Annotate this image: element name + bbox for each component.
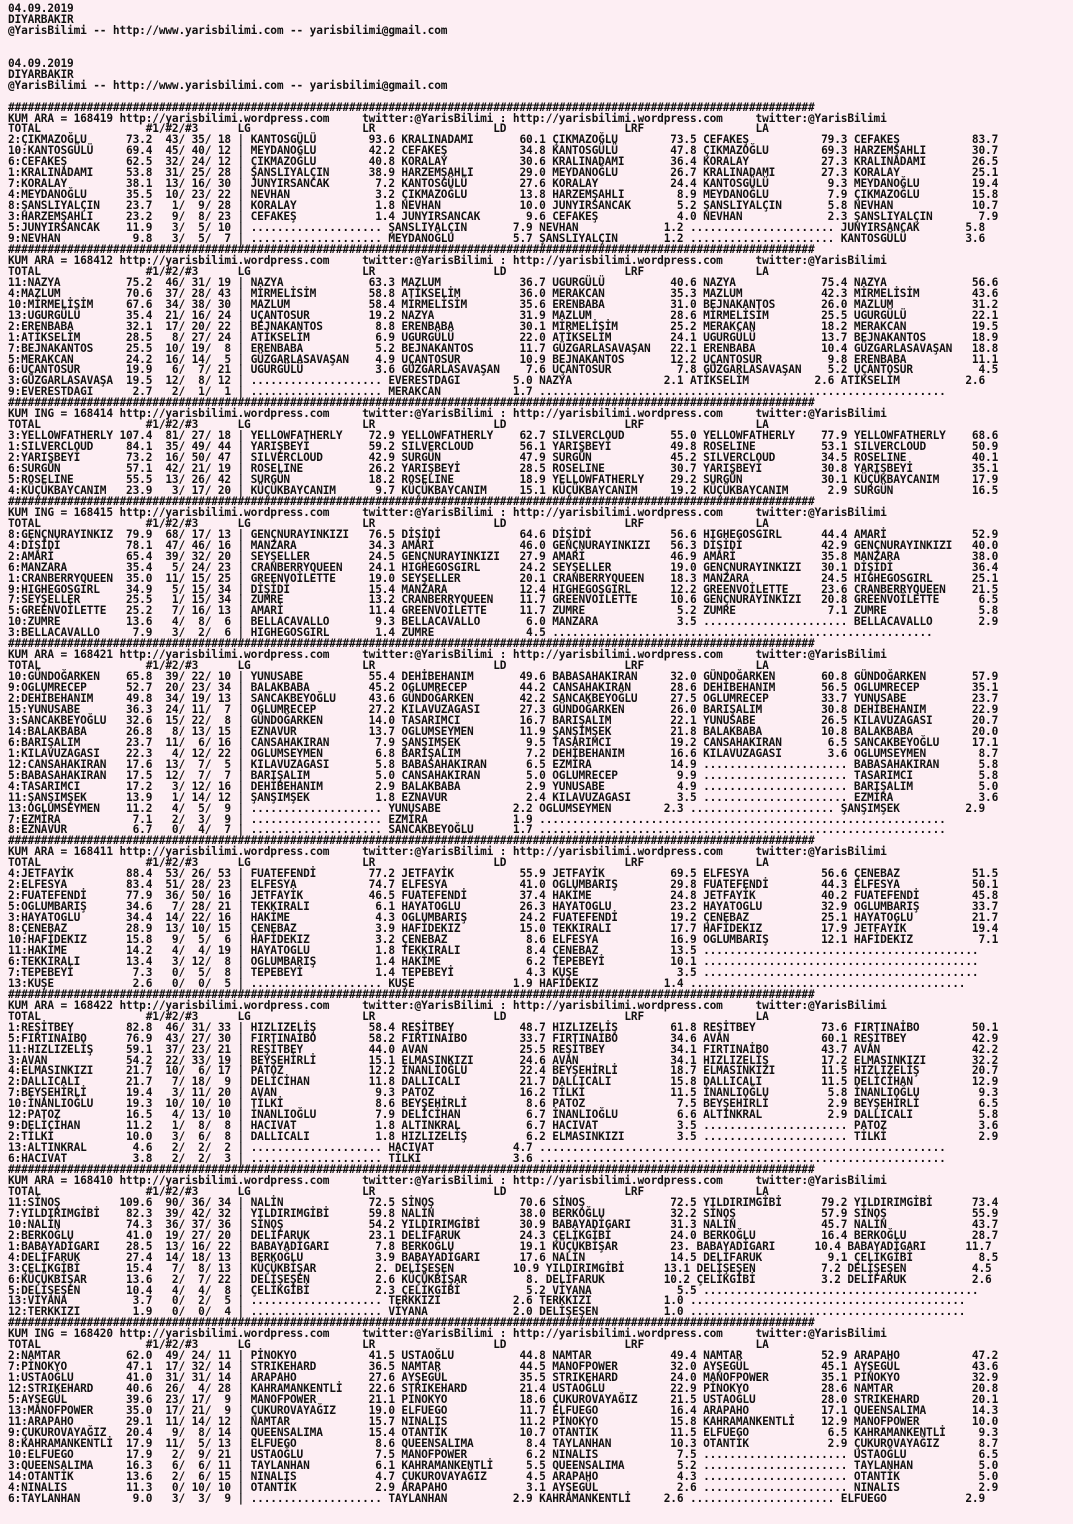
horse-row: 11:HAKİME 14.2 4/ 4/ 19 | HAYATOGLU 1.8 TEKKIRALI 8.4 ÇENEBAZ 13.5 .......................................... bbox=[8, 943, 979, 957]
horse-row: 8:ŞANSLIYALÇIN 23.7 1/ 9/ 28 | KORALAY 1.8 NEVHAN 10.0 JUNYIRSANCAK 5.2 ŞANSLIYALÇIN 5.8 NEVHAN 10.7 bbox=[8, 199, 999, 213]
horse-row: 3:BELLACAVALLO 7.9 3/ 2/ 6 | HIGHEGOSGIRL 1.4 ZUMRE 4.5 .......................................................... bbox=[8, 626, 933, 640]
horse-row: 2:YARIŞBEYİ 73.2 16/ 50/ 47 | SILVERCLOUD 42.9 SURGÜN 47.9 SURGÜN 45.2 SILVERCLOUD 34.5 ROSELINE 40.1 bbox=[8, 451, 999, 465]
horse-row: 13:MANOFPOWER 35.0 17/ 21/ 9 | ÇUKUROVAYAĞIZ 19.0 ELFUEGO 11.7 ELFUEGO 16.4 ARAPAHO 17.1 QUEENSALIMA 14.3 bbox=[8, 1404, 999, 1417]
horse-row: 6:MANZARA 35.4 5/ 24/ 23 | CRANBERRYQUEEN 24.1 HIGHEGOSGIRL 24.2 SEYŞELLER 19.0 GENÇNURAYINKIZI 30.1 DİŞİDİ 36.4 bbox=[8, 560, 999, 574]
horse-row: 5:DELİŞEŞEN 10.4 4/ 4/ 8 | ÇELİKGİBİ 2.3 ÇELİKGİBİ 5.2 VİYANA 5.5 .......................................... bbox=[8, 1283, 979, 1297]
horse-row: 2:ÇIKMAZOĞLU 73.2 43/ 35/ 18 | KANTOSGÜLÜ 93.6 KRALINADAMI 60.1 ÇIKMAZOĞLU 73.5 CEFAKEŞ 79.3 CEFAKEŞ 83.7 bbox=[8, 133, 999, 147]
horse-row: 7:PİNOKYO 47.1 17/ 32/ 14 | STRIKEHARD 36.5 NAMTAR 44.5 MANOFPOWER 32.0 AYŞEGÜL 45.1 AYŞEGÜL 43.6 bbox=[8, 1360, 999, 1374]
horse-row: 10:MİRMELİSİM 67.6 34/ 38/ 30 | MAZLUM 58.4 MİRMELİSİM 35.6 ERENBABA 31.0 BEJNAKANTOS 26.0 MAZLUM 31.2 bbox=[8, 297, 999, 311]
horse-row: 10:ELFUEGO 17.9 2/ 9/ 21 | USTAOĞLU 7.5 MANOFPOWER 6.2 NINALIS 7.5 ...................... USTAOĞLU 6.5 bbox=[8, 1447, 999, 1461]
horse-row: 6:BARIŞALIM 23.7 11/ 6/ 16 | CANSAHAKIRAN 7.9 ŞANŞIMŞEK 9.5 TASARIMCI 19.2 CANSAHAKIRAN 6.5 SANCAKBEYOĞLU 17.1 bbox=[8, 735, 999, 749]
horse-row: 2:AMARİ 65.4 39/ 32/ 20 | SEYŞELLER 24.5 GENÇNURAYINKIZI 27.9 AMARİ 46.9 AMARİ 35.8 MANZARA 38.0 bbox=[8, 549, 999, 563]
horse-row: 5:GREENVOİLETTE 25.2 7/ 16/ 13 | AMARİ 11.4 GREENVOİLETTE 11.7 ZUMRE 5.2 ZUMRE 7.1 ZUMRE 5.8 bbox=[8, 604, 999, 618]
horse-row: 10:KANTOSGÜLÜ 69.4 45/ 40/ 12 | MEYDANOĞLU 42.2 CEFAKEŞ 34.8 KANTOSGÜLÜ 47.8 ÇIKMAZOĞLU 69.3 HARZEMŞAHLI 30.7 bbox=[8, 144, 999, 158]
horse-row: 11:ŞANŞIMŞEK 13.9 1/ 14/ 12 | ŞANŞIMŞEK 1.8 EZNAVUR 2.4 KILAVUZAGASI 3.5 ...................... EZMİRA 3.6 bbox=[8, 790, 999, 804]
horse-row: 6:HACIVAT 3.8 2/ 2/ 3 | .................... TİLKİ 3.6 .............................................................. bbox=[8, 1152, 946, 1166]
horse-row: 14:OTANTİK 13.6 2/ 6/ 15 | NINALIS 4.7 ÇUKUROVAYAĞIZ 4.5 ARAPAHO 4.3 ...................... OTANTİK 5.0 bbox=[8, 1469, 999, 1483]
horse-row: 13:VİYANA 3.7 0/ 2/ 5 | .................... TERKKIZI 2.6 TERKKIZI 1.0 .......................................... bbox=[8, 1294, 966, 1308]
horse-row: 7:TEPEBEYİ 7.3 0/ 5/ 8 | TEPEBEYİ 1.4 TEPEBEYİ 4.3 KUŞE 3.5 .......................................... bbox=[8, 965, 979, 979]
horse-row: 3:QUEENSALIMA 16.3 6/ 6/ 11 | TAYLANHAN 6.1 KAHRAMANKENTLİ 5.5 QUEENSALIMA 5.2 ...................... TAYLANHAN 5.0 bbox=[8, 1458, 999, 1472]
horse-row: 4:MAZLUM 70.6 37/ 28/ 43 | MİRMELİSİM 58.8 ATİKSELİM 36.0 MERAKCAN 35.3 MAZLUM 42.3 MİRMELİSİM 43.6 bbox=[8, 286, 999, 300]
horse-row: 4:NINALIS 11.3 0/ 10/ 10 | OTANTİK 2.9 ARAPAHO 3.1 AYŞEGÜL 2.6 ...................... NINALIS 2.9 bbox=[8, 1480, 999, 1494]
horse-row: 9:NEVHAN 9.8 3/ 5/ 7 | .................... MEYDANOĞLU 5.7 ŞANSLIYALÇIN 1.2 ...................... KANTOSGÜLÜ 3.6 bbox=[8, 232, 986, 246]
horse-row: 5:FIRTINAİBO 76.9 43/ 27/ 30 | FIRTINAİBO 58.2 FIRTINAİBO 33.7 FIRTINAİBO 34.6 AVAN 60.1 REŞİTBEY 42.9 bbox=[8, 1031, 999, 1045]
horse-row: 5:AYŞEGÜL 39.6 23/ 17/ 9 | MANOFPOWER 21.1 PİNOKYO 18.6 ÇUKUROVAYAĞIZ 21.5 USTAOĞLU 28.0 STRIKEHARD 20.1 bbox=[8, 1393, 999, 1407]
section-separator: ########################################################################################################################### bbox=[8, 637, 815, 651]
horse-row: 13:OGLUMSEYMEN 11.2 4/ 5/ 9 | .................... YUNUSABE 2.2 OGLUMSEYMEN 2.3 ...................... ŞANŞIMŞEK 2.9 bbox=[8, 801, 986, 815]
horse-row: 3:YELLOWFATHERLY 107.4 81/ 27/ 18 | YELLOWFATHERLY 72.9 YELLOWFATHERLY 62.7 SILVERCLOUD 55.0 YELLOWFATHERLY 77.9 YELLOWFATHERLY 68.6 bbox=[8, 429, 999, 443]
column-header: TOTAL #1/#2/#3 LG LR LD LRF LA bbox=[8, 516, 769, 530]
column-header: TOTAL #1/#2/#3 LG LR LD LRF LA bbox=[8, 659, 769, 673]
section-separator: ########################################################################################################################### bbox=[8, 242, 815, 256]
horse-row: 7:YILDIRIMGİBİ 82.3 39/ 42/ 32 | YILDIRIMGİBİ 59.8 NALİN 38.0 BERKOĞLU 32.2 SİNOŞ 57.9 SİNOŞ 55.9 bbox=[8, 1206, 999, 1220]
horse-row: 13:ALTINKRAL 4.6 2/ 2/ 2 | .................... HACIVAT 4.7 .............................................................. bbox=[8, 1141, 946, 1155]
horse-row: 2:BERKOĞLU 41.0 19/ 27/ 20 | DELİFARUK 23.1 DELİFARUK 24.3 ÇELİKGİBİ 24.0 BERKOĞLU 16.4 BERKOĞLU 28.7 bbox=[8, 1228, 999, 1242]
section-separator: ########################################################################################################################### bbox=[8, 987, 815, 1001]
horse-row: 14:BALAKBABA 26.8 8/ 13/ 15 | EZNAVUR 13.7 OGLUMSEYMEN 11.9 ŞANŞIMŞEK 21.8 BALAKBABA 10.8 BALAKBABA 20.0 bbox=[8, 724, 999, 738]
horse-row: 3:SANCAKBEYOĞLU 32.6 15/ 22/ 8 | GÜNDOĞARKEN 14.0 TASARIMCI 16.7 BARIŞALIM 22.1 YUNUSABE 26.5 KILAVUZAGASI 20.7 bbox=[8, 713, 999, 727]
horse-row: 12:CANSAHAKIRAN 17.6 13/ 7/ 5 | KILAVUZAGASI 5.8 BABASAHAKIRAN 6.5 EZMİRA 14.9 ...................... BABASAHAKIRAN 5.8 bbox=[8, 757, 999, 771]
horse-row: 2:ELFESYA 83.4 51/ 28/ 23 | ELFESYA 74.7 ELFESYA 41.0 OGLUMBARIŞ 29.8 FUATEFENDİ 44.3 ELFESYA 50.1 bbox=[8, 878, 999, 892]
horse-row: 1:KRALINADAMI 53.8 31/ 25/ 28 | ŞANSLIYALÇIN 38.9 HARZEMŞAHLI 29.0 MEYDANOĞLU 26.7 KRALINADAMI 27.3 KORALAY 25.1 bbox=[8, 166, 999, 180]
horse-row: 7:BEJNAKANTOS 25.5 10/ 19/ 8 | ERENBABA 5.2 BEJNAKANTOS 11.7 GÜZGARLASAVAŞAN 22.1 ERENBABA 10.4 GÜZGARLASAVAŞAN 18.8 bbox=[8, 341, 999, 355]
horse-row: 1:REŞİTBEY 82.8 46/ 31/ 33 | HIZLIZELİŞ 58.4 REŞİTBEY 48.7 HIZLIZELİŞ 61.8 REŞİTBEY 73.6 FIRTINAİBO 50.1 bbox=[8, 1020, 999, 1034]
horse-row: 9:ÇUKUROVAYAĞIZ 20.4 9/ 8/ 14 | QUEENSALIMA 15.4 OTANTİK 10.7 OTANTİK 11.5 ELFUEGO 6.5 KAHRAMANKENTLİ 9.3 bbox=[8, 1425, 999, 1439]
horse-row: 5:JUNYIRSANCAK 11.9 3/ 5/ 10 | .................... ŞANSLIYALÇIN 7.9 NEVHAN 1.2 ...................... JUNYIRSANCAK 5.8 bbox=[8, 221, 986, 235]
horse-row: 3:HAYATOGLU 34.4 14/ 22/ 16 | HAKİME 4.3 OGLUMBARIŞ 24.2 FUATEFENDİ 19.2 ÇENEBAZ 25.1 HAYATOGLU 21.7 bbox=[8, 911, 999, 925]
horse-row: 11:HIZLIZELİŞ 59.1 37/ 23/ 21 | REŞİTBEY 44.0 AVAN 25.5 REŞİTBEY 34.1 FIRTINAİBO 43.7 AVAN 42.2 bbox=[8, 1042, 999, 1056]
race-header: KUM ARA = 168421 http://yarisbilimi.wordpress.com twitter:@YarisBilimi : http://yarisbilimi.wordpress.com twitter:@YarisBilimi bbox=[8, 648, 887, 662]
horse-row: 13:UGURGÜLÜ 35.4 21/ 16/ 24 | UÇANTOSUR 19.2 NAZYA 31.9 MAZLUM 28.6 MİRMELİSİM 25.5 UGURGÜLÜ 22.1 bbox=[8, 308, 999, 322]
text-line: @YarisBilimi -- http://www.yarisbilimi.com -- yarisbilimi@gmail.com bbox=[8, 23, 448, 37]
horse-row: 8:KAHRAMANKENTLİ 17.9 11/ 5/ 13 | ELFUEGO 8.6 QUEENSALIMA 8.4 TAYLANHAN 10.3 OTANTİK 2.9 ÇUKUROVAYAĞIZ 8.7 bbox=[8, 1436, 999, 1450]
horse-row: 4:MEYDANOĞLU 35.5 10/ 23/ 22 | NEVHAN 3.2 ÇIKMAZOĞLU 13.8 HARZEMŞAHLI 8.9 MEYDANOĞLU 7.9 ÇIKMAZOĞLU 15.8 bbox=[8, 188, 999, 202]
horse-row: 9:DELİCİHAN 11.2 1/ 8/ 8 | HACIVAT 1.8 ALTINKRAL 6.7 HACIVAT 3.5 ...................... PATOZ 3.6 bbox=[8, 1119, 999, 1133]
horse-row: 3:ÇELİKGİBİ 15.4 7/ 8/ 13 | KÜÇÜKBİŞAR 2. DELİŞEŞEN 10.9 YILDIRIMGİBİ 13.1 DELİŞEŞEN 7.2 DELİŞEŞEN 4.5 bbox=[8, 1261, 992, 1275]
horse-row: 4:TASARIMCI 17.2 3/ 12/ 16 | DEHİBEHANIM 2.9 BALAKBABA 2.9 YUNUSABE 4.9 ...................... BARIŞALIM 5.0 bbox=[8, 779, 999, 793]
horse-row: 6:UÇANTOSUR 19.9 6/ 7/ 21 | UGURGÜLÜ 3.6 GÜZGARLASAVAŞAN 7.6 UÇANTOSUR 7.8 GÜZGARLASAVAŞAN 5.2 UÇANTOSUR 4.5 bbox=[8, 363, 999, 377]
horse-row: 8:EZNAVUR 6.7 0/ 4/ 7 | .................... SANCAKBEYOĞLU 1.7 .............................................................. bbox=[8, 823, 946, 837]
column-header: TOTAL #1/#2/#3 LG LR LD LRF LA bbox=[8, 1009, 769, 1023]
horse-row: 5:MERAKCAN 24.2 16/ 14/ 5 | GÜZGARLASAVAŞAN 4.9 UÇANTOSUR 10.9 BEJNAKANTOS 12.2 UÇANTOSUR 9.8 ERENBABA 11.1 bbox=[8, 352, 999, 366]
horse-row: 15:YUNUSABE 36.3 24/ 11/ 7 | OGLUMRECEP 27.2 KILAVUZAGASI 27.3 GÜNDOĞARKEN 26.0 BARIŞALIM 30.8 DEHİBEHANIM 22.9 bbox=[8, 703, 999, 716]
horse-row: 11:SİNOŞ 109.6 90/ 36/ 34 | NALİN 72.5 SİNOŞ 70.6 SİNOŞ 72.5 YILDIRIMGİBİ 79.2 YILDIRIMGİBİ 73.4 bbox=[8, 1195, 999, 1209]
section-separator: ########################################################################################################################### bbox=[8, 1316, 815, 1330]
horse-row: 4:KÜÇÜKBAYCANIM 23.9 3/ 17/ 20 | KÜÇÜKBAYCANIM 9.7 KÜÇÜKBAYCANIM 15.1 KÜÇÜKBAYCANIM 19.2 KÜÇÜKBAYCANIM 2.9 SURGÜN 16.5 bbox=[8, 483, 999, 497]
horse-row: 7:KORALAY 38.1 13/ 16/ 30 | JUNYIRSANCAK 7.2 KANTOSGÜLÜ 27.6 KORALAY 24.4 KANTOSGÜLÜ 9.3 MEYDANOĞLU 19.4 bbox=[8, 177, 999, 191]
horse-row: 13:KUŞE 2.6 0/ 0/ 5 | .................... KUŞE 1.9 HAFİDEKIZ 1.4 .......................................... bbox=[8, 976, 966, 990]
horse-row: 2:ERENBABA 32.1 17/ 20/ 22 | BEJNAKANTOS 8.8 ERENBABA 30.1 MİRMELİSİM 25.2 MERAKCAN 18.2 MERAKCAN 19.5 bbox=[8, 319, 999, 333]
column-header: TOTAL #1/#2/#3 LG LR LD LRF LA bbox=[8, 1184, 769, 1198]
horse-row: 8:ÇENEBAZ 28.9 13/ 10/ 15 | ÇENEBAZ 3.9 HAFİDEKIZ 15.0 TEKKIRALI 17.7 HAFİDEKIZ 17.9 JETFAYİK 19.4 bbox=[8, 922, 999, 936]
horse-row: 7:BEYŞEHİRLİ 19.4 3/ 11/ 20 | AVAN 9.3 PATOZ 16.2 TİLKİ 11.5 İNANLIOĞLU 5.8 İNANLIOĞLU 9.3 bbox=[8, 1086, 999, 1100]
horse-row: 1:SILVERCLOUD 84.1 35/ 49/ 44 | YARIŞBEYİ 59.2 SILVERCLOUD 56.1 YARIŞBEYİ 49.8 ROSELINE 53.1 SILVERCLOUD 50.9 bbox=[8, 440, 999, 454]
horse-row: 6:KÜÇÜKBİŞAR 13.6 2/ 7/ 22 | DELİŞEŞEN 2.6 KÜÇÜKBİŞAR 8. DELİFARUK 10.2 ÇELİKGİBİ 3.2 DELİFARUK 2.6 bbox=[8, 1272, 992, 1286]
section-separator: ########################################################################################################################### bbox=[8, 100, 815, 114]
race-header: KUM ARA = 168419 http://yarisbilimi.wordpress.com twitter:@YarisBilimi : http://yarisbilimi.wordpress.com twitter:@YarisBilimi bbox=[8, 111, 887, 125]
horse-row: 9:OGLUMRECEP 52.7 20/ 23/ 34 | BALAKBABA 45.2 OGLUMRECEP 44.2 CANSAHAKIRAN 28.6 DEHİBEHANIM 56.5 OGLUMRECEP 35.1 bbox=[8, 681, 999, 695]
horse-row: 10:GÜNDOĞARKEN 65.8 39/ 22/ 10 | YUNUSABE 55.4 DEHİBEHANIM 49.6 BABASAHAKIRAN 32.0 GÜNDOĞARKEN 60.8 GÜNDOĞARKEN 57.9 bbox=[8, 670, 999, 684]
horse-row: 7:EZMİRA 7.1 2/ 3/ 9 | .................... EZMİRA 1.9 .............................................................. bbox=[8, 812, 946, 826]
horse-row: 6:CEFAKEŞ 62.5 32/ 24/ 12 | ÇIKMAZOĞLU 40.8 KORALAY 30.6 KRALINADAMI 36.4 KORALAY 27.3 KRALINADAMI 26.5 bbox=[8, 155, 999, 169]
horse-row: 5:OGLUMBARIŞ 34.6 7/ 28/ 21 | TEKKIRALI 6.1 HAYATOGLU 26.3 HAYATOGLU 23.2 HAYATOGLU 32.9 OGLUMBARIŞ 33.7 bbox=[8, 900, 999, 914]
race-header: KUM ARA = 168411 http://yarisbilimi.wordpress.com twitter:@YarisBilimi : http://yarisbilimi.wordpress.com twitter:@YarisBilimi bbox=[8, 845, 887, 859]
horse-row: 1:CRANBERRYQUEEN 35.0 11/ 15/ 25 | GREENVOİLETTE 19.0 SEYŞELLER 20.1 CRANBERRYQUEEN 18.3 MANZARA 24.5 HIGHEGOSGIRL 25.1 bbox=[8, 571, 999, 585]
column-header: TOTAL #1/#2/#3 LG LR LD LRF LA bbox=[8, 1338, 769, 1352]
horse-row: 4:ELMASINKIZI 21.7 10/ 6/ 17 | PATOZ 12.2 İNANLIOĞLU 22.4 BEYŞEHİRLİ 18.7 ELMASINKIZI 11.5 HIZLIZELİŞ 20.7 bbox=[8, 1064, 999, 1078]
horse-row: 8:GENÇNURAYINKIZ 79.9 68/ 17/ 13 | GENÇNURAYINKIZI 76.5 DİŞİDİ 64.6 DİŞİDİ 56.6 HIGHEGOSGIRL 44.4 AMARİ 52.9 bbox=[8, 527, 999, 541]
horse-row: 4:JETFAYİK 88.4 53/ 26/ 53 | FUATEFENDİ 77.2 JETFAYİK 55.9 JETFAYİK 69.5 ELFESYA 56.6 ÇENEBAZ 51.5 bbox=[8, 867, 999, 881]
race-header: KUM ING = 168420 http://yarisbilimi.wordpress.com twitter:@YarisBilimi : http://yarisbilimi.wordpress.com twitter:@YarisBilimi bbox=[8, 1327, 887, 1341]
text-line: DIYARBAKIR bbox=[8, 12, 74, 26]
horse-row: 6:TEKKIRALI 13.4 3/ 12/ 8 | OGLUMBARIŞ 1.4 HAKİME 6.2 TEPEBEYİ 10.1 .......................................... bbox=[8, 954, 979, 968]
race-header: KUM ING = 168414 http://yarisbilimi.wordpress.com twitter:@YarisBilimi : http://yarisbilimi.wordpress.com twitter:@YarisBilimi bbox=[8, 407, 887, 421]
horse-row: 1:BABAYADİGARI 28.5 13/ 16/ 22 | BABAYADİGARI 7.8 BERKOĞLU 19.1 KÜÇÜKBİŞAR 23. BABAYADİGARI 10.4 BABAYADİGARI 11.7 bbox=[8, 1239, 992, 1253]
horse-row: 12:TERKKIZI 1.9 0/ 0/ 4 | .................... VİYANA 2.0 DELİŞEŞEN 1.0 .......................................... bbox=[8, 1305, 966, 1319]
horse-row: 10:ZUMRE 13.6 4/ 8/ 6 | BELLACAVALLO 9.3 BELLACAVALLO 6.0 MANZARA 3.5 ...................... BELLACAVALLO 2.9 bbox=[8, 615, 999, 629]
section-separator: ########################################################################################################################### bbox=[8, 494, 815, 508]
section-separator: ########################################################################################################################### bbox=[8, 396, 815, 410]
horse-row: 12:STRIKEHARD 40.6 26/ 4/ 28 | KAHRAMANKENTLİ 22.6 STRIKEHARD 21.4 USTAOĞLU 22.9 PİNOKYO 28.6 NAMTAR 20.8 bbox=[8, 1382, 999, 1396]
horse-row: 2:DEHİBEHANIM 49.8 34/ 19/ 13 | SANCAKBEYOĞLU 43.6 GÜNDOĞARKEN 42.2 SANCAKBEYOĞLU 27.5 OGLUMRECEP 33.7 YUNUSABE 23.7 bbox=[8, 692, 999, 706]
text-line bbox=[8, 37, 998, 48]
horse-row: 11:ARAPAHO 29.1 11/ 14/ 12 | NAMTAR 15.7 NINALIS 11.2 PİNOKYO 15.8 KAHRAMANKENTLİ 12.9 MANOFPOWER 10.0 bbox=[8, 1414, 999, 1428]
column-header: TOTAL #1/#2/#3 LG LR LD LRF LA bbox=[8, 418, 769, 432]
horse-row: 4:DELİFARUK 27.4 14/ 18/ 13 | BERKOĞLU 3.9 BABAYADİGARI 17.6 NALİN 14.5 DELİFARUK 9.1 ÇELİKGİBİ 8.5 bbox=[8, 1250, 999, 1264]
horse-row: 1:KILAVUZAGASI 22.3 4/ 12/ 22 | OGLUMSEYMEN 6.8 BARIŞALIM 7.2 DEHİBEHANIM 16.6 KILAVUZAGASI 3.6 OGLUMSEYMEN 8.7 bbox=[8, 746, 999, 760]
section-separator: ########################################################################################################################### bbox=[8, 1163, 815, 1177]
horse-row: 10:NALİN 74.3 36/ 37/ 36 | SİNOŞ 54.2 YILDIRIMGİBİ 30.9 BABAYADİGARI 31.3 NALİN 45.7 NALİN 43.7 bbox=[8, 1217, 999, 1231]
race-header: KUM ARA = 168422 http://yarisbilimi.wordpress.com twitter:@YarisBilimi : http://yarisbilimi.wordpress.com twitter:@YarisBilimi bbox=[8, 998, 887, 1012]
horse-row: 12:PATOZ 16.5 4/ 13/ 10 | İNANLIOĞLU 7.9 DELİCİHAN 6.7 İNANLIOĞLU 6.6 ALTINKRAL 2.9 DALLICALI 5.8 bbox=[8, 1108, 999, 1122]
horse-row: 5:ROSELINE 55.5 13/ 26/ 42 | SURGÜN 18.2 ROSELINE 18.9 YELLOWFATHERLY 29.2 SURGÜN 30.1 KÜÇÜKBAYCANIM 17.9 bbox=[8, 472, 999, 486]
horse-row: 2:FUATEFENDİ 77.9 36/ 50/ 16 | JETFAYİK 46.5 FUATEFENDİ 37.4 HAKİME 24.8 JETFAYİK 40.2 FUATEFENDİ 45.8 bbox=[8, 889, 999, 903]
text-line: DIYARBAKIR bbox=[8, 67, 74, 81]
horse-row: 7:SEYŞELLER 25.5 1/ 15/ 34 | ZUMRE 13.2 CRANBERRYQUEEN 11.7 GREENVOİLETTE 10.6 GENÇNURAYINKIZI 20.8 GREENVOİLETTE 6.5 bbox=[8, 593, 999, 607]
horse-row: 2:DALLICALI 21.7 7/ 18/ 9 | DELİCİHAN 11.8 DALLICALI 21.7 DALLICALI 15.8 DALLICALI 11.5 DELİCİHAN 12.9 bbox=[8, 1075, 999, 1089]
race-header: KUM ING = 168415 http://yarisbilimi.wordpress.com twitter:@YarisBilimi : http://yarisbilimi.wordpress.com twitter:@YarisBilimi bbox=[8, 505, 887, 519]
race-header: KUM ARA = 168412 http://yarisbilimi.wordpress.com twitter:@YarisBilimi : http://yarisbilimi.wordpress.com twitter:@YarisBilimi bbox=[8, 253, 887, 267]
column-header: TOTAL #1/#2/#3 LG LR LD LRF LA bbox=[8, 856, 769, 870]
race-report-text bbox=[8, 4, 998, 1505]
text-line: 04.09.2019 bbox=[8, 56, 74, 70]
horse-row: 6:TAYLANHAN 9.0 3/ 3/ 9 | .................... TAYLANHAN 2.9 KAHRAMANKENTLİ 2.6 ...................... ELFUEGO 2.9 bbox=[8, 1491, 986, 1505]
horse-row: 2:NAMTAR 62.0 49/ 24/ 11 | PİNOKYO 41.5 USTAOĞLU 44.8 NAMTAR 49.4 NAMTAR 52.9 ARAPAHO 47.2 bbox=[8, 1349, 999, 1363]
section-separator: ########################################################################################################################### bbox=[8, 834, 815, 848]
race-header: KUM ARA = 168410 http://yarisbilimi.wordpress.com twitter:@YarisBilimi : http://yarisbilimi.wordpress.com twitter:@YarisBilimi bbox=[8, 1173, 887, 1187]
horse-row: 10:İNANLIOĞLU 19.3 10/ 10/ 10 | TİLKİ 8.6 BEYŞEHİRLİ 8.6 PATOZ 7.5 BEYŞEHİRLİ 2.9 BEYŞEHİRLİ 6.5 bbox=[8, 1097, 999, 1111]
horse-row: 3:HARZEMŞAHLI 23.2 9/ 8/ 23 | CEFAKEŞ 1.4 JUNYIRSANCAK 9.6 CEFAKEŞ 4.0 NEVHAN 2.3 ŞANSLIYALÇIN 7.9 bbox=[8, 210, 999, 224]
column-header: TOTAL #1/#2/#3 LG LR LD LRF LA bbox=[8, 122, 769, 136]
horse-row: 4:DİŞİDİ 78.1 47/ 46/ 16 | MANZARA 34.3 AMARİ 46.0 GENÇNURAYINKIZI 56.3 DİŞİDİ 42.9 GENÇNURAYINKIZI 40.0 bbox=[8, 538, 999, 552]
horse-row: 1:USTAOĞLU 41.0 31/ 31/ 14 | ARAPAHO 27.6 AYŞEGÜL 35.5 STRIKEHARD 24.0 MANOFPOWER 35.1 PİNOKYO 32.9 bbox=[8, 1371, 999, 1385]
horse-row: 5:BABASAHAKIRAN 17.5 12/ 7/ 7 | BARIŞALIM 5.0 CANSAHAKIRAN 5.0 OGLUMRECEP 9.9 ...................... TASARIMCI 5.8 bbox=[8, 768, 999, 782]
horse-row: 9:HIGHEGOSGIRL 34.9 5/ 15/ 34 | DİŞİDİ 15.4 MANZARA 12.4 HIGHEGOSGIRL 12.2 GREENVOİLETTE 23.6 CRANBERRYQUEEN 21.5 bbox=[8, 582, 999, 596]
horse-row: 3:GÜZGARLASAVAŞA 19.5 12/ 8/ 12 | .................... EVERESTDAGI 5.0 NAZYA 2.1 ATİKSELİM 2.6 ATİKSELİM 2.6 bbox=[8, 374, 986, 388]
column-header: TOTAL #1/#2/#3 LG LR LD LRF LA bbox=[8, 264, 769, 278]
text-line: 04.09.2019 bbox=[8, 2, 74, 15]
text-line: @YarisBilimi -- http://www.yarisbilimi.com -- yarisbilimi@gmail.com bbox=[8, 78, 448, 92]
horse-row: 2:TİLKİ 10.0 3/ 6/ 8 | DALLICALI 1.8 HIZLIZELİŞ 6.2 ELMASINKIZI 3.5 ...................... TİLKİ 2.9 bbox=[8, 1130, 999, 1144]
horse-row: 10:HAFİDEKIZ 15.8 9/ 5/ 6 | HAFİDEKIZ 3.2 ÇENEBAZ 8.6 ELFESYA 16.9 OGLUMBARIŞ 12.1 HAFİDEKIZ 7.1 bbox=[8, 933, 999, 947]
horse-row: 1:ATİKSELİM 28.5 8/ 27/ 24 | ATİKSELİM 6.9 UGURGÜLÜ 22.0 ATİKSELİM 24.1 UGURGÜLÜ 13.7 BEJNAKANTOS 18.9 bbox=[8, 330, 999, 344]
horse-row: 11:NAZYA 75.2 46/ 31/ 19 | NAZYA 63.3 MAZLUM 36.7 UGURGÜLÜ 40.6 NAZYA 75.4 NAZYA 56.6 bbox=[8, 275, 999, 289]
horse-row: 6:SURGÜN 57.1 42/ 21/ 19 | ROSELINE 26.2 YARIŞBEYİ 28.5 ROSELINE 30.7 YARIŞBEYİ 30.8 YARIŞBEYİ 35.1 bbox=[8, 462, 999, 476]
horse-row: 9:EVERESTDAGI 2.7 2/ 1/ 1 | .................... MERAKCAN 1.7 .............................................................. bbox=[8, 385, 946, 399]
horse-row: 3:AVAN 54.2 22/ 33/ 19 | BEYŞEHİRLİ 15.1 ELMASINKIZI 24.6 AVAN 34.1 HIZLIZELİŞ 17.2 ELMASINKIZI 32.2 bbox=[8, 1053, 999, 1067]
text-line bbox=[8, 48, 998, 59]
